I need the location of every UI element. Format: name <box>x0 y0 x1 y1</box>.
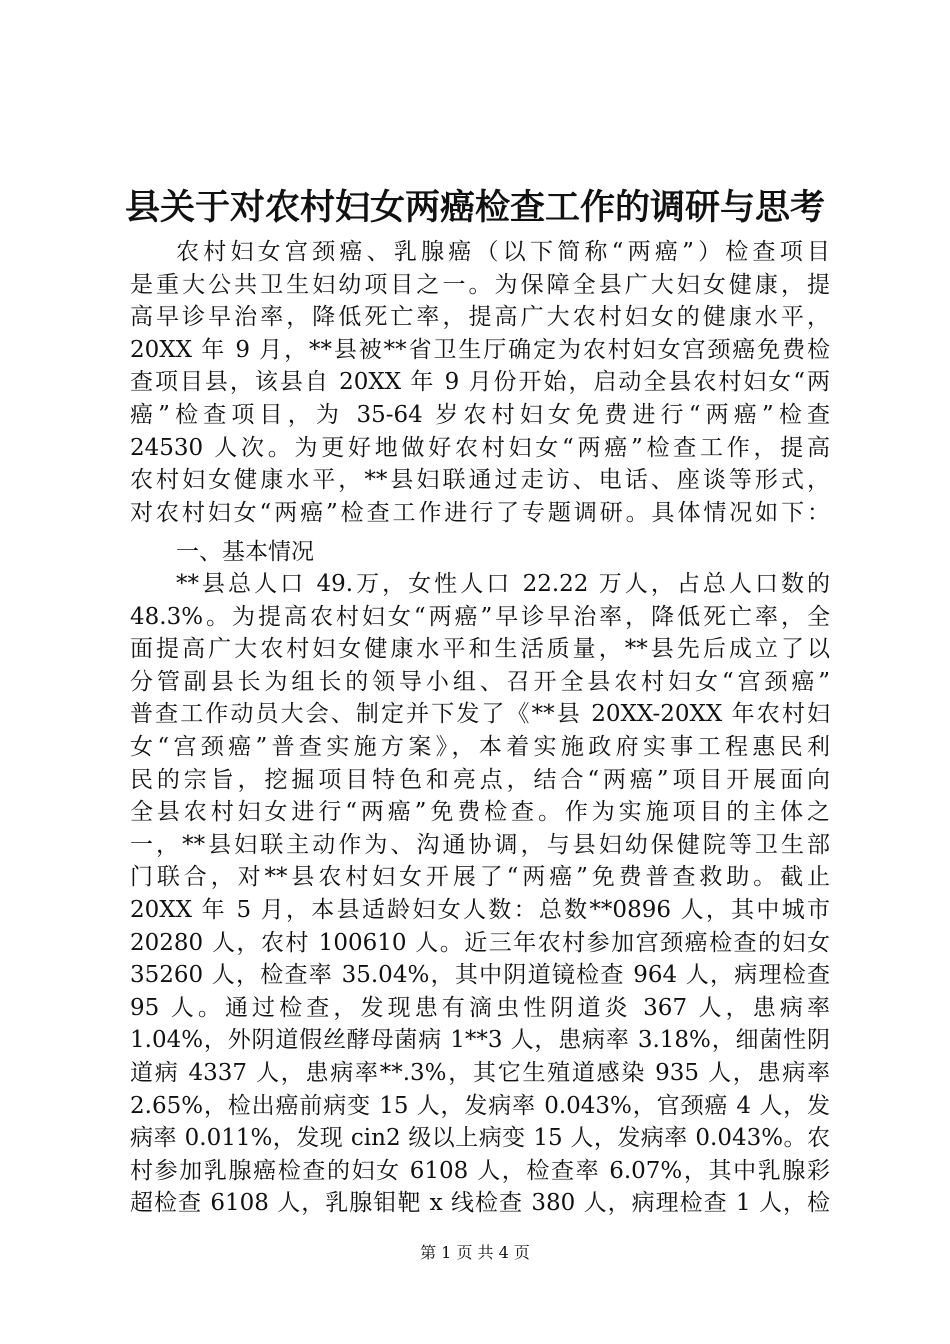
text-line: 民的宗旨，挖掘项目特色和亮点，结合“两癌”项目开展面向 <box>130 766 830 793</box>
text-line: 20280 人，农村 100610 人。近三年农村参加宫颈癌检查的妇女 <box>130 929 830 956</box>
text-line: 门联合，对**县农村妇女开展了“两癌”免费普查救助。截止 <box>130 864 830 891</box>
section-heading: 一、基本情况 <box>176 539 314 565</box>
text-line: **县总人口 49.万，女性人口 22.22 万人，占总人口数的 <box>176 571 830 597</box>
text-line: 女“宫颈癌”普查实施方案》，本着实施政府实事工程惠民利 <box>130 733 830 760</box>
text-line: 农村妇女健康水平，**县妇联通过走访、电话、座谈等形式， <box>130 467 830 494</box>
text-line: 查项目县，该县自 20XX 年 9 月份开始，启动全县农村妇女“两 <box>130 369 830 396</box>
text-line: 24530 人次。为更好地做好农村妇女“两癌”检查工作，提高 <box>130 434 830 461</box>
text-line: 一，**县妇联主动作为、沟通协调，与县妇幼保健院等卫生部 <box>130 831 830 858</box>
text-line: 48.3%。为提高农村妇女“两癌”早诊早治率，降低死亡率，全 <box>130 603 830 630</box>
text-line: 20XX 年 5 月，本县适龄妇女人数：总数**0896 人，其中城市 <box>130 896 830 923</box>
text-line: 农村妇女宫颈癌、乳腺癌（以下简称“两癌”）检查项目 <box>176 239 830 265</box>
text-line: 2.65%，检出癌前病变 15 人，发病率 0.043%，官颈癌 4 人，发 <box>130 1092 830 1119</box>
paragraph-1 <box>130 236 830 529</box>
text-line: 村参加乳腺癌检查的妇女 6108 人，检查率 6.07%，其中乳腺彩 <box>130 1157 830 1184</box>
text-line: 普查工作动员大会、制定并下发了《**县 20XX-20XX 年农村妇 <box>130 701 830 728</box>
text-line: 20XX 年 9 月，**县被**省卫生厅确定为农村妇女宫颈癌免费检 <box>130 336 830 363</box>
text-line: 面提高广大农村妇女健康水平和生活质量，**县先后成立了以 <box>130 636 830 663</box>
paragraph-2 <box>130 568 830 1220</box>
text-line: 全县农村妇女进行“两癌”免费检查。作为实施项目的主体之 <box>130 799 830 826</box>
text-line: 35260 人，检查率 35.04%，其中阴道镜检查 964 人，病理检查 <box>130 962 830 989</box>
text-line: 分管副县长为组长的领导小组、召开全县农村妇女“宫颈癌” <box>130 668 830 695</box>
page-footer: 第 1 页 共 4 页 <box>420 1243 530 1262</box>
text-line: 超检查 6108 人，乳腺钼靶 x 线检查 380 人，病理检查 1 人，检 <box>130 1190 830 1217</box>
text-line: 病率 0.011%，发现 cin2 级以上病变 15 人，发病率 0.043%。农 <box>130 1125 830 1152</box>
document-title: 县关于对农村妇女两癌检查工作的调研与思考 <box>124 187 825 228</box>
text-line: 1.04%，外阴道假丝酵母菌病 1**3 人，患病率 3.18%，细菌性阴 <box>130 1027 830 1054</box>
section-heading-block <box>130 536 830 569</box>
text-line: 对农村妇女“两癌”检查工作进行了专题调研。具体情况如下： <box>130 499 830 526</box>
text-line: 道病 4337 人，患病率**.3%，其它生殖道感染 935 人，患病率 <box>130 1059 830 1086</box>
text-line: 高早诊早治率，降低死亡率，提高广大农村妇女的健康水平， <box>130 304 830 331</box>
text-line: 是重大公共卫生妇幼项目之一。为保障全县广大妇女健康，提 <box>130 271 830 298</box>
text-line: 癌”检查项目，为 35-64 岁农村妇女免费进行“两癌”检查 <box>130 401 830 428</box>
text-line: 95 人。通过检查，发现患有滴虫性阴道炎 367 人，患病率 <box>130 994 830 1021</box>
